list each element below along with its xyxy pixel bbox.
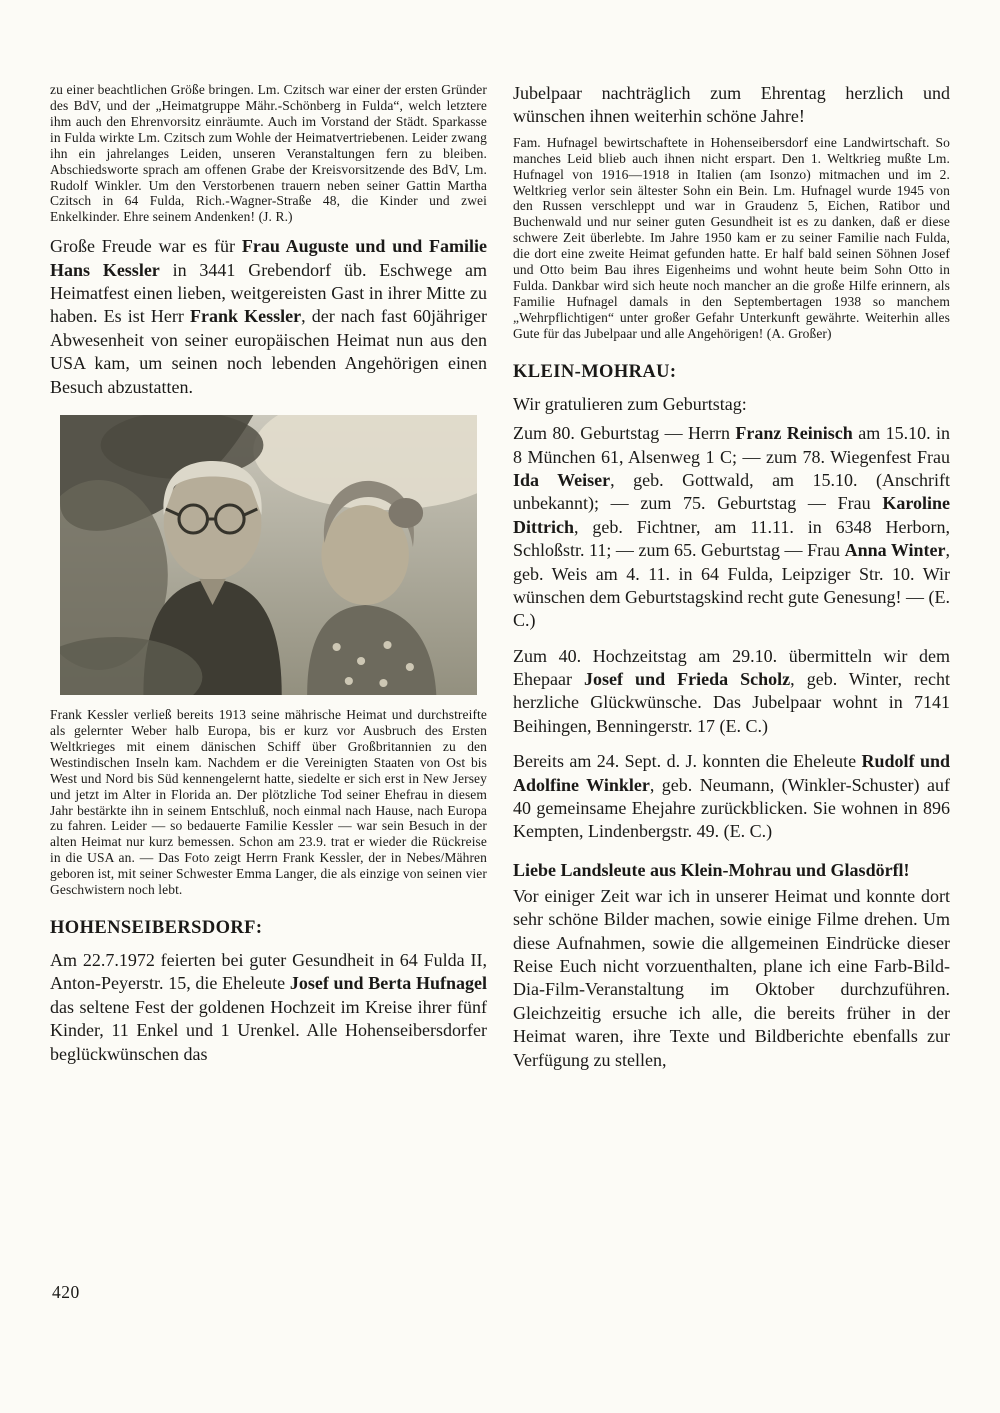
hufnagel-jubilee-lead: Jubelpaar nachträglich zum Ehrentag herzlich und wünschen ihnen weiterhin schöne Jahre!: [513, 83, 950, 127]
page-columns: [50, 82, 950, 1072]
appeal-heading: Liebe Landsleute aus Klein-Mohrau und Glasdörfl!: [513, 859, 910, 880]
kessler-photo: [60, 415, 477, 695]
page-number: 420: [52, 1282, 80, 1302]
scholz-anniversary-paragraph: Zum 40. Hochzeitstag am 29.10. übermitteln wir dem Ehepaar Josef und Frieda Scholz, geb. Winter, recht herzliche Glückwünsche. Das Jubelpaar wohnt in 7141 Beihingen, Benningerstr. 17 (E. C.): [513, 645, 950, 736]
kessler-photo-caption: Frank Kessler verließ bereits 1913 seine mährische Heimat und durchstreifte als gelernter Weber halb Europa, bis er kurz vor Ausbruch des Ersten Weltkrieges mit einem dänischen Schiff über Großbritannien zu den Westindischen Inseln kam. Nachdem er die Vereinigten Staaten von Ost bis West und Nord bis Süd kennengelernt hatte, siedelte er sich erst in New Jersey und jetzt im Alter in Florida an. Der plötzliche Tod seiner Ehefrau in diesem Jahr bestärkte ihn in seinem Entschluß, noch einmal nach Hause, nach Europa zu fahren. Leider — so bedauerte Familie Kessler — war sein Besuch in der alten Heimat nur kurz bemessen. Schon am 23.9. trat er wieder die Rückreise in die USA an. — Das Foto zeigt Herrn Frank Kessler, der in Nebes/Mähren geboren ist, mit seiner Schwester Emma Langer, die als einzige von seinen vier Geschwistern noch lebt.: [50, 707, 487, 898]
kessler-visit-paragraph: Große Freude war es für Frau Auguste und und Familie Hans Kessler in 3441 Grebendorf üb. Eschwege am Heimatfest einen lieben, weitgereisten Gast in ihrer Mitte zu haben. Es ist Herr Frank Kessler, der nach fast 60jähriger Abwesenheit von seiner europäischen Heimat nun aus den USA kam, um seinen noch lebenden Angehörigen einen Besuch abzustatten.: [50, 236, 487, 397]
winkler-anniversary-paragraph: Bereits am 24. Sept. d. J. konnten die Eheleute Rudolf und Adolfine Winkler, geb. Neumann, (Winkler-Schuster) auf 40 gemeinsame Ehejahre zurückblicken. Sie wohnen in 896 Kempten, Lindenbergstr. 49. (E. C.): [513, 751, 950, 842]
czitsch-obituary-continuation: zu einer beachtlichen Größe bringen. Lm. Czitsch war einer der ersten Gründer des BdV, und der „Heimatgruppe Mähr.-Schönberg in Fulda“, welch letztere ihm auch den Ehrenvorsitz einräumte. Auch im Vorstand der Städt. Sparkasse in Fulda wirkte Lm. Czitsch zum Wohle der Heimatvertriebenen. Leider zwang ihn ein jahrelanges Leiden, unseren Veranstaltungen fern zu bleiben. Abschiedsworte sprach am offenen Grabe der Kreisvorsitzende des BdV, Lm. Rudolf Winkler. Um den Verstorbenen trauern neben seiner Gattin Martha Czitsch in 64 Fulda, Rich.-Wagner-Straße 48, die Kinder und zwei Enkelkinder. Ehre seinem Andenken! (J. R.): [50, 82, 487, 225]
birthday-greetings-paragraph: Zum 80. Geburtstag — Herrn Franz Reinisch am 15.10. in 8 München 61, Alsenweg 1 C; — zum 78. Wiegenfest Frau Ida Weiser, geb. Gottwald, am 15.10. (Anschrift unbekannt); — zum 75. Geburtstag — Frau Karoline Dittrich, geb. Fichtner, am 11.11. in 6348 Herborn, Schloßstr. 11; — zum 65. Geburtstag — Frau Anna Winter, geb. Weis am 4. 11. in 64 Fulda, Leipziger Str. 10. Wir wünschen dem Geburtstagskind recht gute Genesung! — (E. C.): [513, 423, 951, 631]
right-column: [513, 82, 950, 1072]
section-heading-hohenseibersdorf: HOHENSEIBERSDORF:: [50, 918, 263, 939]
section-heading-klein-mohrau: KLEIN-MOHRAU:: [513, 361, 677, 382]
kessler-photo-illustration: [60, 415, 477, 695]
hufnagel-details-paragraph: Fam. Hufnagel bewirtschaftete in Hohenseibersdorf eine Landwirtschaft. So manches Leid blieb auch ihnen nicht erspart. Den 1. Weltkrieg mußte Lm. Hufnagel von 1916—1918 in Italien (am Isonzo) mitmachen und im 2. Weltkrieg verlor sein ältester Sohn ein Bein. Lm. Hufnagel wurde 1945 von den Russen verschleppt und war in Graudenz 5, Eichen, Ratibor und Buchenwald und nur seiner guten Gesundheit ist es zu danken, daß er diese schwere Zeit überlebte. Im Jahre 1950 kam er zu seiner Familie nach Fulda, die dort eine zweite Heimat gefunden hatte. Er half bald seinen Söhnen Josef und Otto beim Bau ihres Eigenheims und wohnt heute beim Sohn Otto in Fulda. Dankbar wird sich heute noch mancher an die große Hilfe erinnern, als Familie Hufnagel damals in den Septembertagen 1938 so manchem „Wehrpflichtigen“ unter großer Gefahr Unterkunft gewährte. Weiterhin alles Gute für das Jubelpaar und alle Angehörigen! (A. Großer): [513, 134, 950, 341]
appeal-body-paragraph: Vor einiger Zeit war ich in unserer Heimat und konnte dort sehr schöne Bilder machen, sowie einige Filme drehen. Um diese Aufnahmen, sowie die allgemeinen Eindrücke dieser Reise Euch nicht vorzuenthalten, plane ich eine Farb-Bild-Dia-Film-Veranstaltung im Oktober durchzuführen. Gleichzeitig ersuche ich alle, die bereits früher in der Heimat waren, ihre Texte und Bildberichte ebenfalls zur Verfügung zu stellen,: [513, 885, 950, 1070]
hohenseibersdorf-paragraph: Am 22.7.1972 feierten bei guter Gesundheit in 64 Fulda II, Anton-Peyerstr. 15, die Eheleute Josef und Berta Hufnagel das seltene Fest der goldenen Hochzeit im Kreise ihrer fünf Kinder, 11 Enkel und 1 Urenkel. Alle Hohenseibersdorfer beglückwünschen das: [50, 950, 487, 1064]
birthday-greetings-intro: Wir gratulieren zum Geburtstag:: [513, 393, 747, 414]
left-column: [50, 82, 487, 1072]
